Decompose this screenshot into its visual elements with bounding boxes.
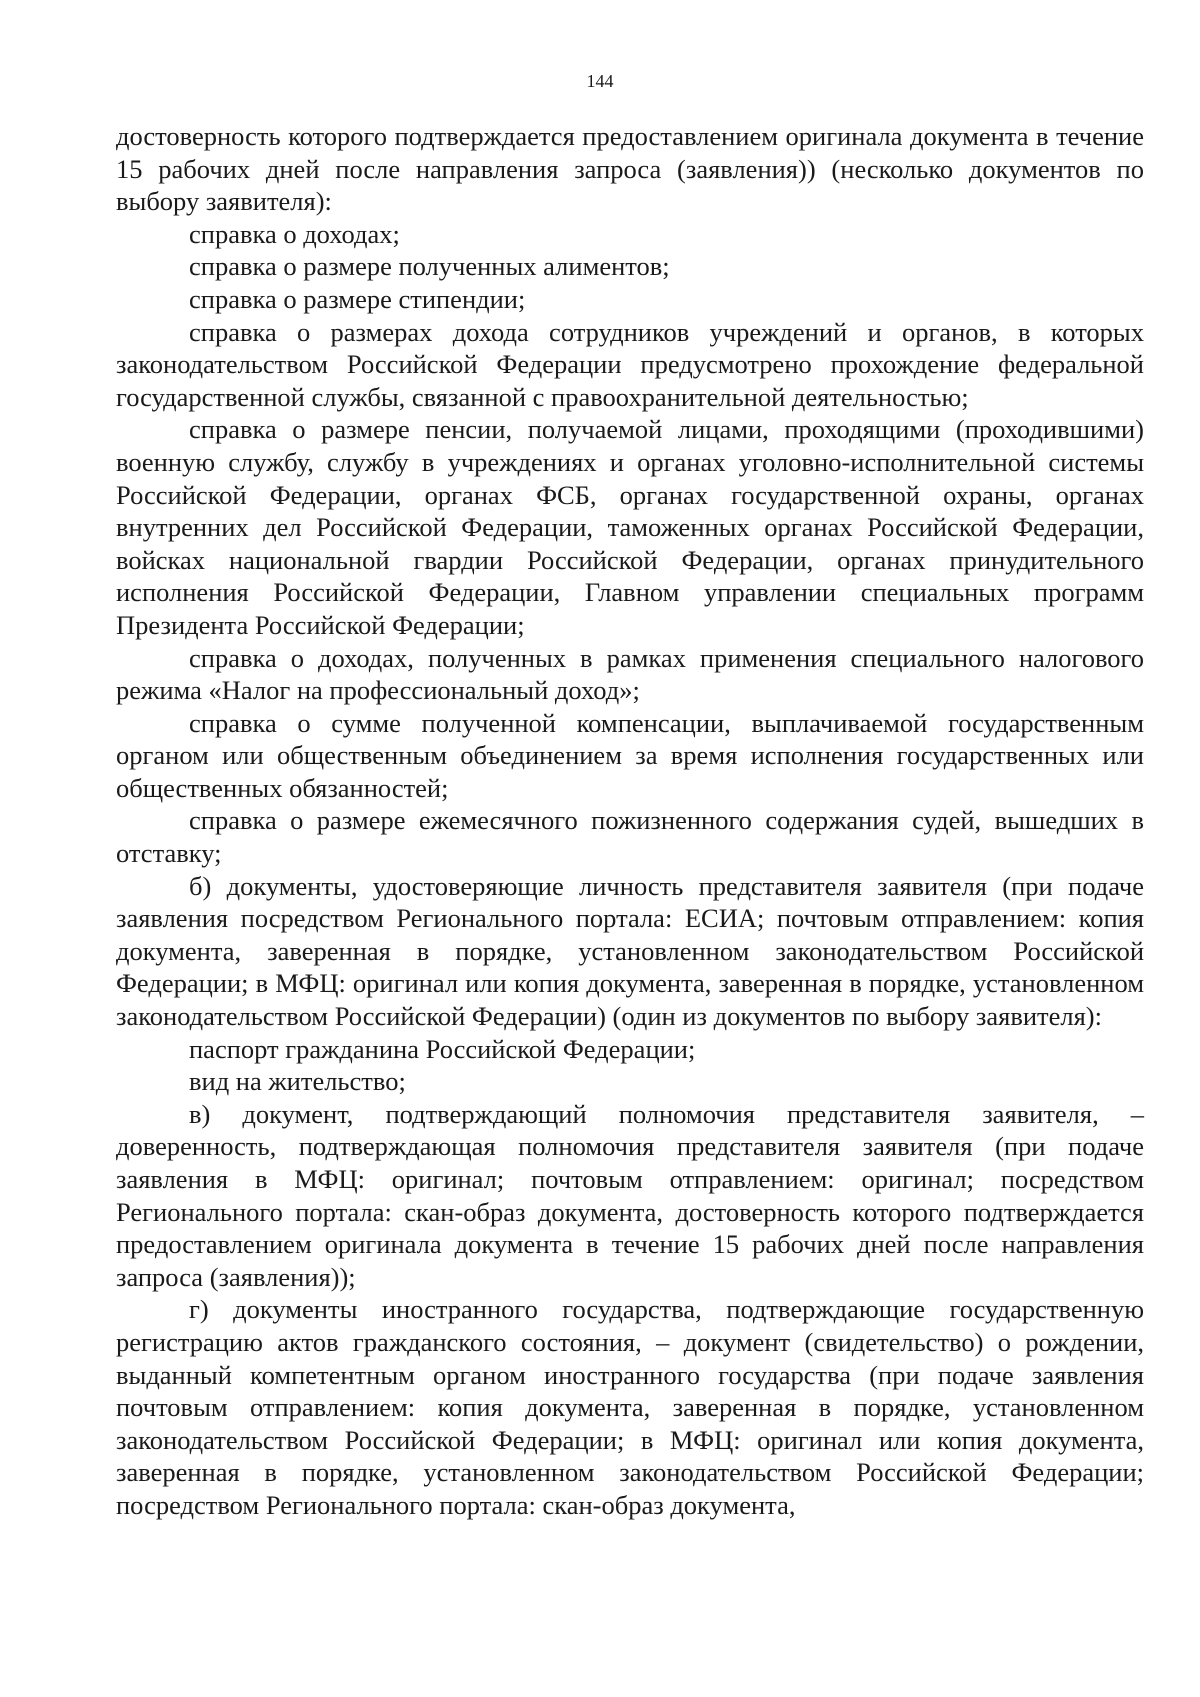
list-item: справка о размере ежемесячного пожизненного содержания судей, вышедших в отставку;: [116, 805, 1144, 869]
list-item: вид на жительство;: [189, 1066, 406, 1097]
list-item: справка о доходах;: [189, 218, 400, 249]
list-item: справка о размере стипендии;: [189, 283, 526, 314]
list-item: справка о сумме полученной компенсации, выплачиваемой государственным органом или общественным объединением за время исполнения государственных или общественных обязанностей;: [116, 707, 1144, 803]
list-item: справка о размерах дохода сотрудников учреждений и органов, в которых законодательством Российской Федерации предусмотрено прохождение федеральной государственной службы, связанной с правоохранительной деятельностью;: [116, 316, 1144, 412]
page-number: 144: [586, 71, 614, 91]
paragraph-continuation: достоверность которого подтверждается предоставлением оригинала документа в течение 15 рабочих дней после направления запроса (заявления)) (несколько документов по выбору заявителя):: [116, 121, 1144, 217]
document-body: [116, 120, 1144, 1522]
paragraph-g: г) документы иностранного государства, подтверждающие государственную регистрацию актов гражданского состояния, – документ (свидетельство) о рождении, выданный компетентным органом иностранного государства (при подаче заявления почтовым отправлением: копия документа, заверенная в порядке, установленном законодательством Российской Федерации; в МФЦ: оригинал или копия документа, заверенная в порядке, установленном законодательством Российской Федерации; посредством Регионального портала: скан-образ документа,: [116, 1294, 1144, 1520]
list-item: паспорт гражданина Российской Федерации;: [189, 1033, 696, 1064]
list-item: справка о доходах, полученных в рамках применения специального налогового режима «Налог на профессиональный доход»;: [116, 642, 1144, 706]
list-item: справка о размере полученных алиментов;: [189, 251, 670, 282]
paragraph-v: в) документ, подтверждающий полномочия представителя заявителя, – доверенность, подтверждающая полномочия представителя заявителя (при подаче заявления в МФЦ: оригинал; почтовым отправлением: оригинал; посредством Регионального портала: скан-образ документа, достоверность которого подтверждается предоставлением оригинала документа в течение 15 рабочих дней после направления запроса (заявления));: [116, 1098, 1144, 1292]
paragraph-b: б) документы, удостоверяющие личность представителя заявителя (при подаче заявления посредством Регионального портала: ЕСИА; почтовым отправлением: копия документа, заверенная в порядке, установленном законодательством Российской Федерации; в МФЦ: оригинал или копия документа, заверенная в порядке, установленном законодательством Российской Федерации) (один из документов по выбору заявителя):: [116, 870, 1144, 1032]
list-item: справка о размере пенсии, получаемой лицами, проходящими (проходившими) военную службу, службу в учреждениях и органах уголовно-исполнительной системы Российской Федерации, органах ФСБ, органах государственной охраны, органах внутренних дел Российской Федерации, таможенных органах Российской Федерации, войсках национальной гвардии Российской Федерации, органах принудительного исполнения Российской Федерации, Главном управлении специальных программ Президента Российской Федерации;: [116, 414, 1144, 640]
